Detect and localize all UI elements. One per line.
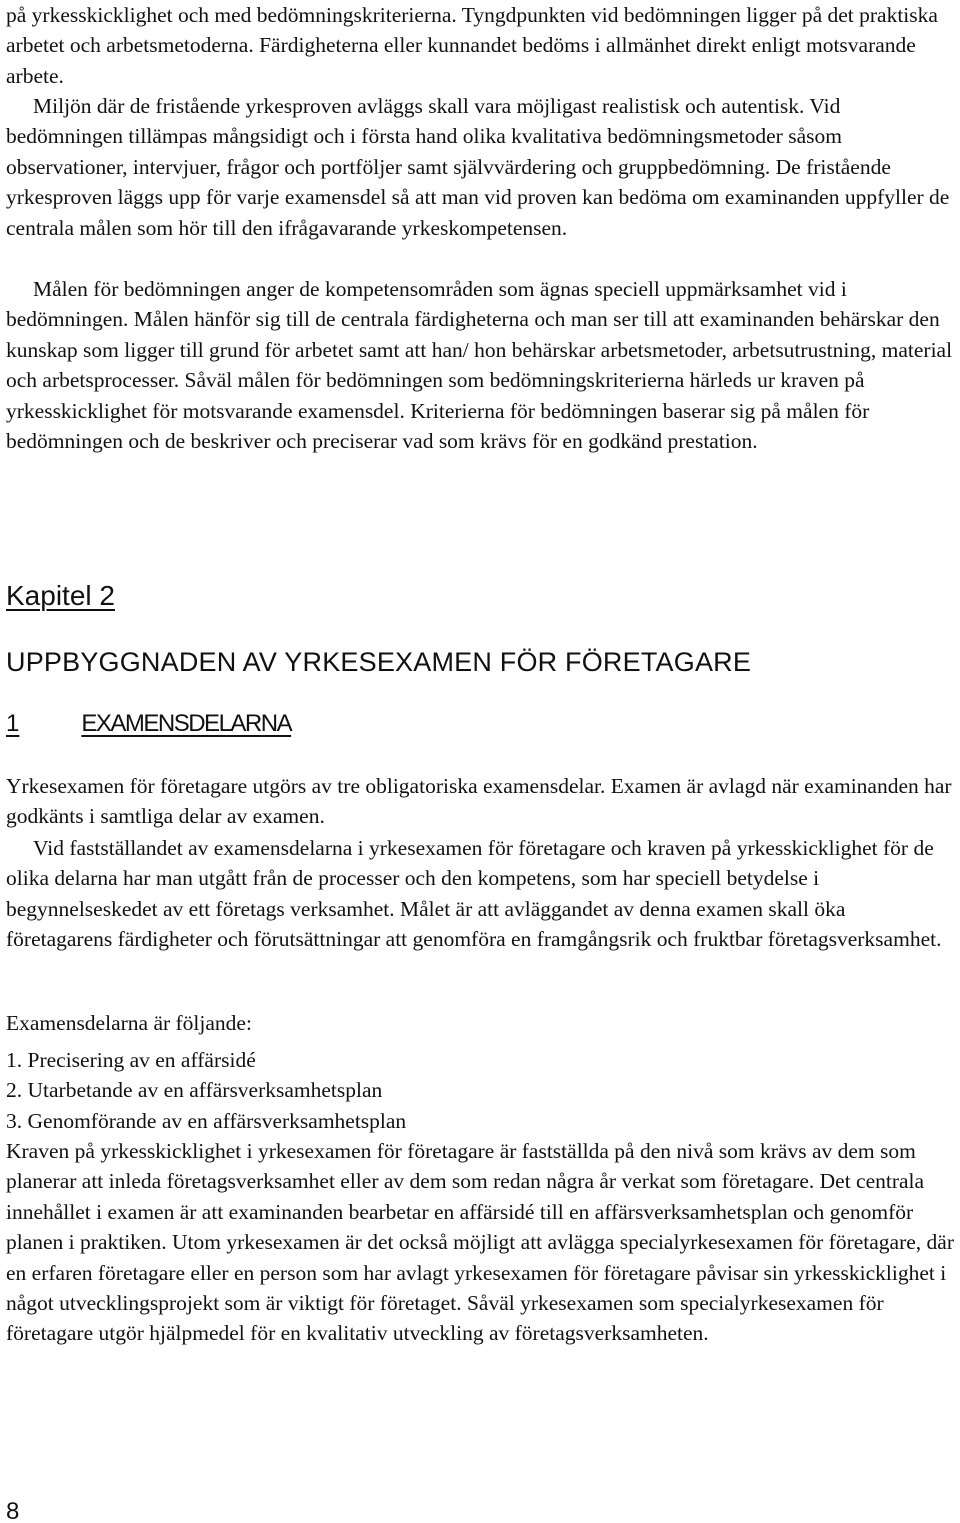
paragraph-exam-parts-basis: Vid fastställandet av examensdelarna i yrkesexamen för företagare och kraven på yrkesskicklighet för de olika delarna har man utgått från de processer och den kompetens, som har speciell betydelse i begynnelseskedet av ett företags verksamhet. Målet är att avläggandet av denna examen skall öka företagarens färdigheter och förutsättningar att genomföra en framgångsrik och fruktbar företagsverksamhet.	[6, 836, 942, 952]
part-title: UPPBYGGNADEN AV YRKESEXAMEN FÖR FÖRETAGARE	[6, 647, 752, 677]
list-item: 3. Genomförande av en affärsverksamhetsplan	[6, 1108, 407, 1133]
section-number: 1	[6, 710, 20, 737]
section-heading	[6, 708, 291, 740]
paragraph-skill-requirements: Kraven på yrkesskicklighet i yrkesexamen för företagare är fastställda på den nivå som krävs av dem som planerar att inleda företagsverksamhet eller av dem som redan några år verkat som företagare. Det centrala innehållet i examen är att examinanden bearbetar en affärsidé till en affärsverksamhetsplan och genomför planen i praktiken. Utom yrkesexamen är det också möjligt att avlägga specialyrkesexamen för företagare, där en erfaren företagare eller en person som har avlagt yrkesexamen för företagare påvisar sin yrkesskicklighet i något utvecklingsprojekt som är viktigt för företaget. Såväl yrkesexamen som specialyrkesexamen för företagare utgör hjälpmedel för en kvalitativ utveckling av företagsverksamheten.	[6, 1139, 955, 1346]
paragraph-exam-structure: Yrkesexamen för företagare utgörs av tre obligatoriska examensdelar. Examen är avlagd när examinanden har godkänts i samtliga delar av examen.	[6, 774, 952, 829]
paragraph-exam-parts-intro: Examensdelarna är följande:	[6, 1011, 252, 1035]
page-number: 8	[6, 1498, 20, 1523]
paragraph-assessment-environment: Miljön där de fristående yrkesproven avläggs skall vara möjligast realistisk och autentisk. Vid bedömningen tillämpas mångsidigt och i första hand olika kvalitativa bedömningsmetoder såsom observationer, intervjuer, frågor och portföljer samt självvärdering och gruppbedömning. De fristående yrkesproven läggs upp för varje examensdel så att man vid proven kan bedöma om examinanden uppfyller de centrala målen som hör till den ifrågavarande yrkeskompetensen.	[6, 94, 950, 240]
paragraph-assessment-focus: på yrkesskicklighet och med bedömningskriterierna. Tyngdpunkten vid bedömningen ligger på det praktiska arbetet och arbetsmetoderna. Färdigheterna eller kunnandet bedöms i allmänhet direkt enligt motsvarande arbete.	[6, 3, 938, 88]
list-item: 2. Utarbetande av en affärsverksamhetsplan	[6, 1078, 383, 1103]
document-page	[6, 0, 956, 1523]
chapter-heading: Kapitel 2	[6, 580, 115, 611]
exam-parts-list	[6, 1045, 956, 1136]
paragraph-assessment-goals: Målen för bedömningen anger de kompetensområden som ägnas speciell uppmärksamhet vid i bedömningen. Målen hänför sig till de centrala färdigheterna och man ser till att examinanden behärskar den kunskap som ligger till grund för arbetet samt att han/ hon behärskar arbetsmetoder, arbetsutrustning, material och arbetsprocesser. Såväl målen för bedömningen som bedömningskriterierna härleds ur kraven på yrkesskicklighet för motsvarande examensdel. Kriterierna för bedömningen baserar sig på målen för bedömningen och de beskriver och preciserar vad som krävs för en godkänd prestation.	[6, 277, 953, 454]
section-title: EXAMENSDELARNA	[81, 710, 292, 737]
list-item: 1. Precisering av en affärsidé	[6, 1048, 256, 1072]
